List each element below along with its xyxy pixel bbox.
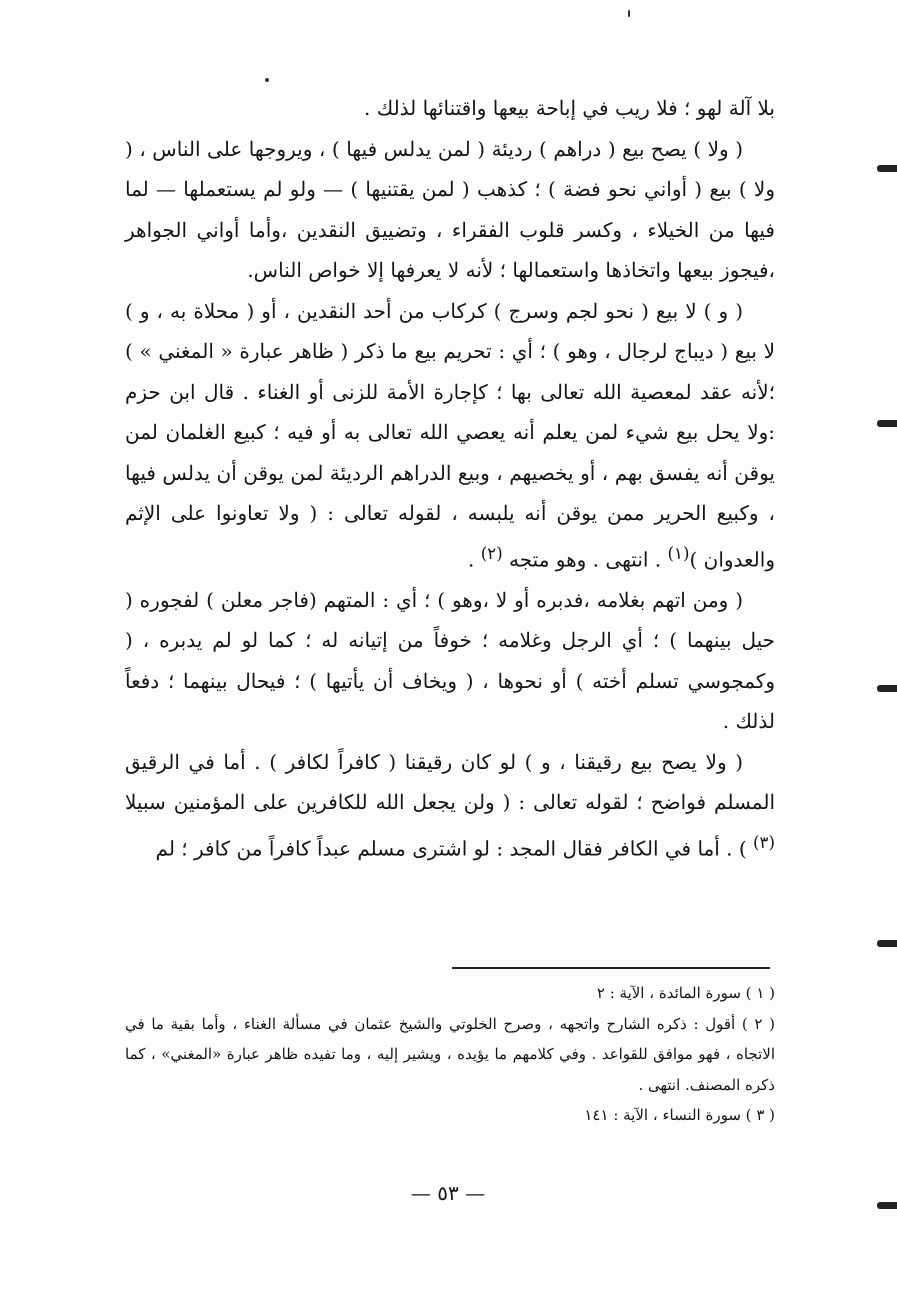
paragraph-3-end: . xyxy=(468,547,481,572)
footnote-3: ( ٣ ) سورة النساء ، الآية : ١٤١ xyxy=(584,1106,775,1124)
footnote-separator xyxy=(452,967,770,969)
margin-mark xyxy=(877,420,897,427)
paragraph-3 xyxy=(125,291,775,580)
speck xyxy=(628,10,630,17)
paragraph-5-tail: ) . أما في الكافر فقال المجد : لو اشترى مسلم عبداً كافراً من كافر ؛ لم xyxy=(155,836,754,861)
margin-mark xyxy=(877,940,897,947)
main-text-body xyxy=(125,88,775,869)
footnote-2: ( ٢ ) أقول : ذكره الشارح واتجهه ، وصرح الخلوتي والشيخ عثمان في مسألة الغناء ، وأما بقية ما في الاتجاه ، فهو موافق للقواعد . وفي كلامهم ما يؤيده ، ويشير إليه ، وما تفيده ظاهر عبارة «المغني» ، كما ذكره المصنف. انتهى . xyxy=(125,1014,776,1094)
paragraph-5-text: ( ولا يصح بيع رقيقنا ، و ) لو كان رقيقنا ( كافراً لكافر ) . أما في الرقيق المسلم فواضح ؛ لقوله تعالى : ( ولن يجعل الله للكافرين على المؤمنين سبيلا xyxy=(125,749,775,815)
speck xyxy=(265,78,269,82)
margin-mark xyxy=(877,165,897,172)
footnote-ref-2: (٢) xyxy=(480,543,503,563)
footnote-1: ( ١ ) سورة المائدة ، الآية : ٢ xyxy=(596,984,775,1002)
footnote-ref-1: (١) xyxy=(667,543,690,563)
margin-mark xyxy=(877,1202,897,1209)
paragraph-1: بلا آلة لهو ؛ فلا ريب في إباحة بيعها واقتنائها لذلك . xyxy=(364,96,775,120)
footnotes xyxy=(125,978,775,1131)
paragraph-3-text: ( و ) لا بيع ( نحو لجم وسرج ) كركاب من أحد النقدين ، أو ( محلاة به ، و ) لا بيع ( ديباج لرجال ، وهو ) ؛ أي : تحريم بيع ما ذكر ( ظاهر عبارة « المغني » ) ؛لأنه عقد لمعصية الله تعالى بها ؛ كإجارة الأمة للزنى أو الغناء . قال ابن حزم :ولا يحل بيع شيء لمن يعلم أنه يعصي الله تعالى به أو فيه ؛ كبيع الغلمان لمن يوقن أنه يفسق بهم ، أو يخصيهم ، وبيع الدراهم الرديئة لمن يوقن أن يدلس فيها ، وكبيع الحرير ممن يوقن أنه يلبسه ، لقوله تعالى : ( ولا تعاونوا على الإثم والعدوان ) xyxy=(125,298,775,572)
margin-mark xyxy=(877,685,897,692)
paragraph-4: ( ومن اتهم بغلامه ،فدبره أو لا ،وهو ) ؛ أي : المتهم (فاجر معلن ) لفجوره ( حيل بينهما ) ؛ أي الرجل وغلامه ؛ خوفاً من إتيانه له ؛ كما لو لم يدبره ، ( وكمجوسي تسلم أخته ) أو نحوها ، ( ويخاف أن يأتيها ) ؛ فيحال بينهما ؛ دفعاً لذلك . xyxy=(125,587,775,734)
paragraph-3-tail: . انتهى . وهو متجه xyxy=(502,547,668,572)
paragraph-2: ( ولا ) يصح بيع ( دراهم ) رديئة ( لمن يدلس فيها ) ، ويروجها على الناس ، ( ولا ) بيع ( أواني نحو فضة ) ؛ كذهب ( لمن يقتنيها ) — ولو لم يستعملها — لما فيها من الخيلاء ، وكسر قلوب الفقراء ، وتضييق النقدين ،وأما أواني الجواهر ،فيجوز بيعها واتخاذها واستعمالها ؛ لأنه لا يعرفها إلا خواص الناس. xyxy=(125,136,775,282)
page-number: — ٥٣ — xyxy=(410,1181,486,1205)
paragraph-5 xyxy=(125,742,775,869)
footnote-ref-3: (٣) xyxy=(753,832,775,852)
